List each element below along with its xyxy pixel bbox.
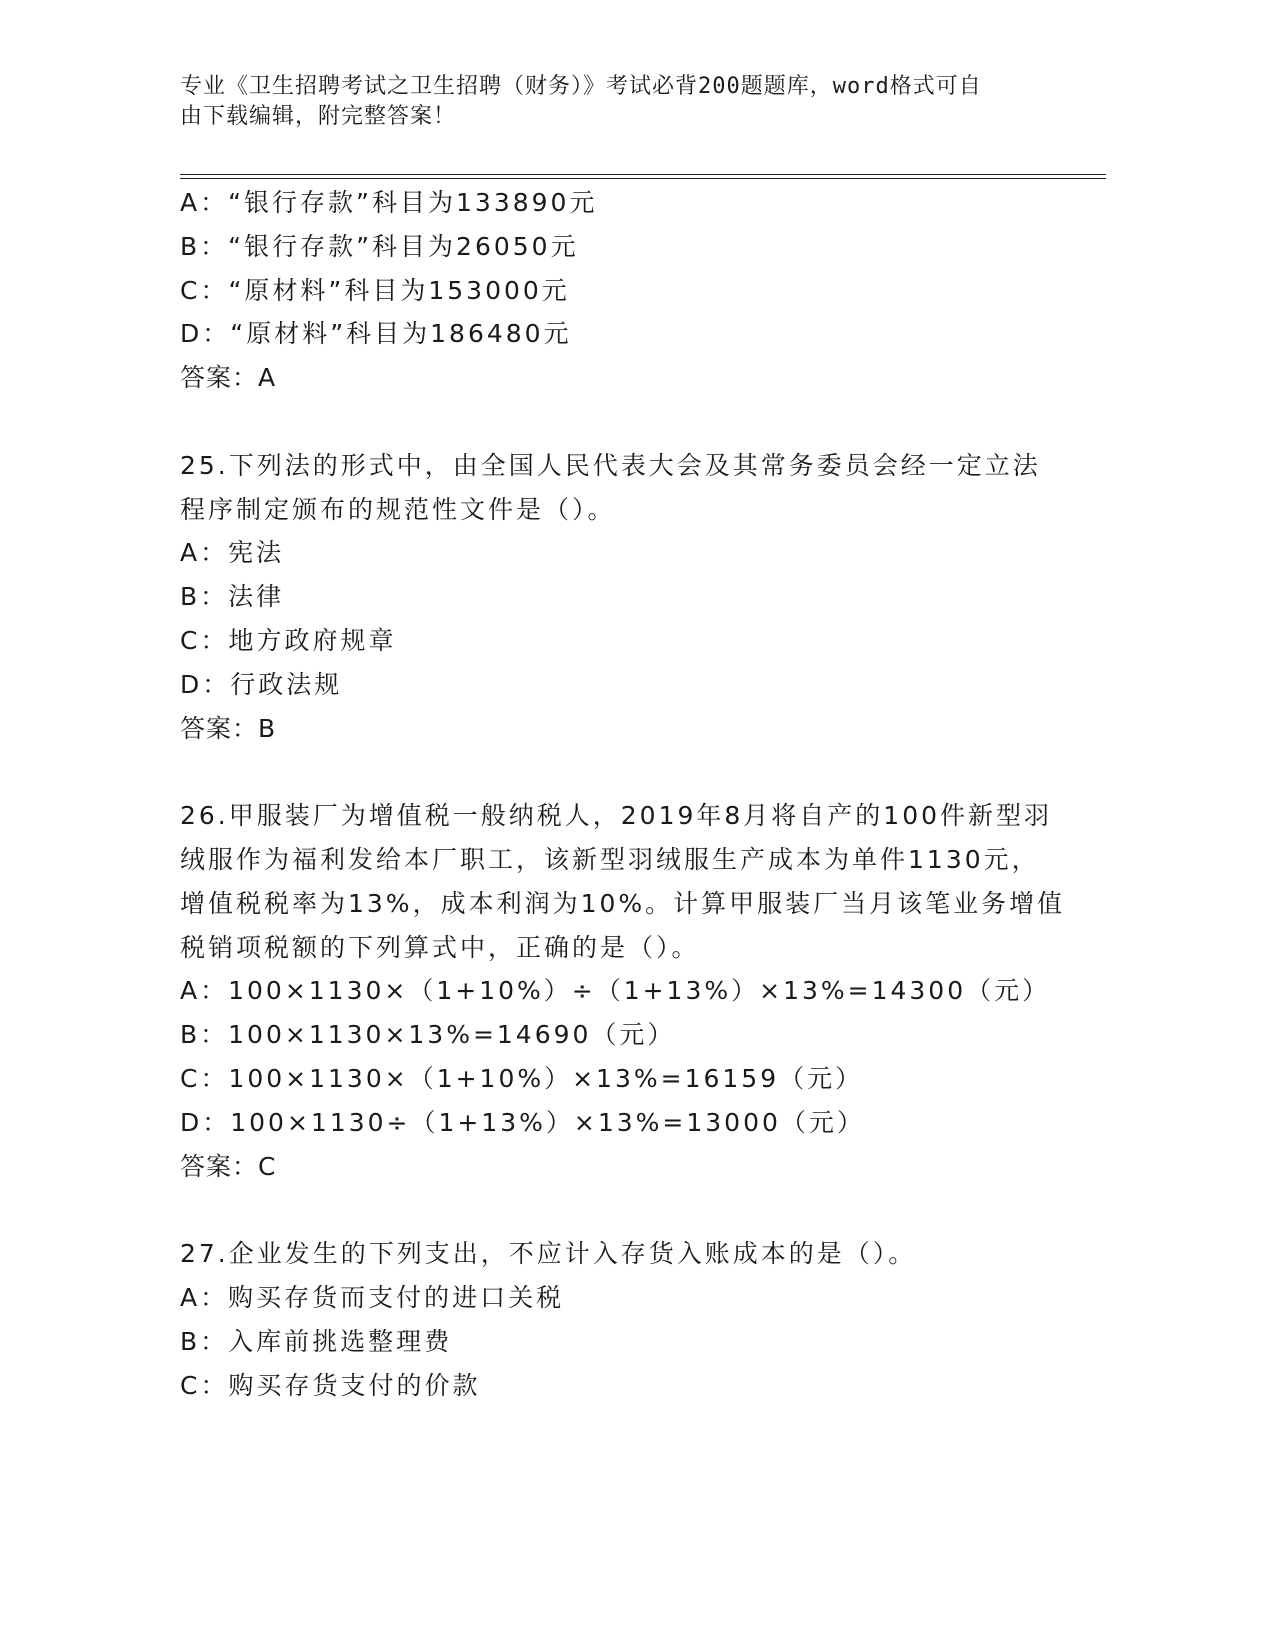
question-list bbox=[180, 181, 1066, 1407]
question-stem: 26.甲服装厂为增值税一般纳税人，2019年8月将自产的100件新型羽 bbox=[180, 801, 1053, 831]
answer: 答案：A bbox=[180, 363, 277, 393]
answer: 答案：C bbox=[180, 1151, 277, 1181]
option-b: B：入库前挑选整理费 bbox=[180, 1326, 453, 1356]
option-a: A：购买存货而支付的进口关税 bbox=[180, 1282, 565, 1312]
option-d: D：100×1130÷（1+13%）×13%=13000（元） bbox=[180, 1107, 865, 1137]
option-a: A：100×1130×（1+10%）÷（1+13%）×13%=14300（元） bbox=[180, 976, 1051, 1006]
option-d: D：行政法规 bbox=[180, 669, 343, 699]
option-c: C：购买存货支付的价款 bbox=[180, 1370, 481, 1400]
question-stem: 程序制定颁布的规范性文件是（）。 bbox=[180, 494, 616, 524]
question-stem: 27.企业发生的下列支出，不应计入存货入账成本的是（）。 bbox=[180, 1239, 917, 1269]
header-line-1: 专业《卫生招聘考试之卫生招聘（财务）》考试必背200题题库，word格式可自 bbox=[180, 74, 982, 99]
option-b: B：“银行存款”科目为26050元 bbox=[180, 231, 579, 261]
option-d: D：“原材料”科目为186480元 bbox=[180, 319, 572, 349]
question-27 bbox=[180, 1232, 1050, 1407]
option-b: B：法律 bbox=[180, 582, 285, 612]
question-26 bbox=[180, 794, 1066, 1188]
header-line-2: 由下载编辑，附完整答案！ bbox=[180, 104, 457, 129]
option-c: C：“原材料”科目为153000元 bbox=[180, 275, 570, 305]
question-stem: 税销项税额的下列算式中，正确的是（）。 bbox=[180, 932, 700, 962]
question-stem: 增值税税率为13%，成本利润为10%。计算甲服装厂当月该笔业务增值 bbox=[180, 888, 1066, 918]
question-stem: 绒服作为福利发给本厂职工，该新型羽绒服生产成本为单件1130元， bbox=[180, 844, 1040, 874]
document-header bbox=[180, 72, 1040, 132]
option-b: B：100×1130×13%=14690（元） bbox=[180, 1020, 676, 1050]
header-divider bbox=[180, 174, 1106, 179]
option-c: C：100×1130×（1+10%）×13%=16159（元） bbox=[180, 1063, 864, 1093]
option-a: A：宪法 bbox=[180, 538, 285, 568]
question-stem: 25.下列法的形式中，由全国人民代表大会及其常务委员会经一定立法 bbox=[180, 450, 1041, 480]
option-c: C：地方政府规章 bbox=[180, 625, 397, 655]
option-a: A：“银行存款”科目为133890元 bbox=[180, 188, 598, 217]
question-25 bbox=[180, 444, 1050, 751]
answer: 答案：B bbox=[180, 713, 277, 743]
question-24 bbox=[180, 181, 1050, 400]
